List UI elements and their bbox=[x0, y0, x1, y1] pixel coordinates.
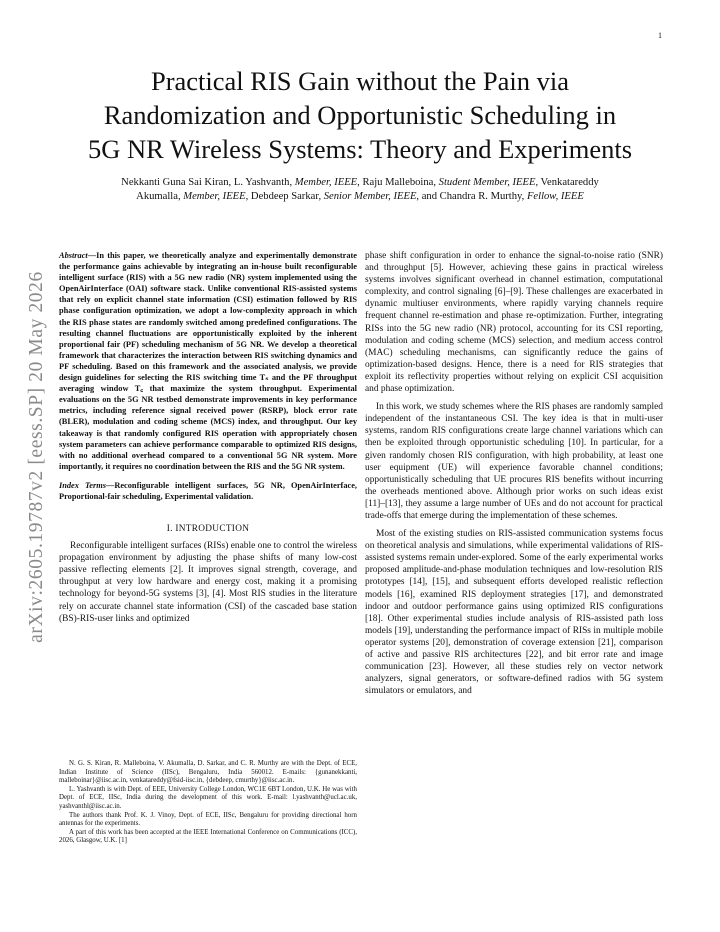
index-terms-lead: Index Terms bbox=[59, 480, 106, 490]
index-terms bbox=[59, 480, 357, 502]
abstract-text: —In this paper, we theoretically analyze and experimentally demonstrate the performance gains achievable by integrating an in-house built reconfigurable intelligent surface (RIS) with a 5G new radio (NR) system implemented using the OpenAirInterface (OAI) software stack. Unlike conventional RIS-assisted systems that rely on explicit channel state information (CSI) estimation followed by RIS phase configuration optimization, we adopt a low-complexity approach in which the RIS phase states are randomly switched among predefined configurations. The resulting channel fluctuations are opportunistically exploited by the inherent proportional fair (PF) scheduling mechanism of 5G NR. We develop a theoretical framework that characterizes the interaction between RIS switching dynamics and PF scheduling. Based on this framework and the associated analysis, we provide design guidelines for selecting the RIS switching time Tₛ and the PF throughput averaging window T꜀ that maximize the system throughput. Experimental evaluations on the 5G NR testbed demonstrate improvements in key performance metrics, including reference signal received power (RSRP), block error rate (BLER), modulation and coding scheme (MCS) index, and throughput. Our key takeaway is that randomly configured RIS operation with appropriately chosen system parameters can achieve performance comparable to optimized RIS designs, with no additional overhead compared to a conventional 5G NR system. More importantly, it requires no coordination between the RIS and the 5G NR system. bbox=[59, 251, 357, 471]
abstract bbox=[59, 250, 357, 472]
author-affil: Member, IEEE bbox=[183, 191, 246, 202]
left-column bbox=[59, 250, 357, 625]
arxiv-side-stamp bbox=[24, 247, 50, 667]
page-number: 1 bbox=[658, 31, 662, 40]
author-text: Akumalla, bbox=[136, 191, 184, 202]
right-column bbox=[365, 250, 663, 703]
footnote-yashvanth: L. Yashvanth is with Dept. of EEE, University College London, WC1E 6BT London, U.K. He was with Dept. of ECE, IISc, India during the development of this work. E-mail: l.yashvanth@ucl.ac.uk, yashvanthl@iisc.ac.in. bbox=[59, 785, 357, 810]
author-text: , Venkatareddy bbox=[535, 177, 599, 188]
author-line-1 bbox=[60, 176, 660, 190]
author-affil: Member, IEEE bbox=[294, 177, 358, 188]
index-terms-text: —Reconfigurable intelligent surfaces, 5G NR, OpenAirInterface, Proportional-fair scheduling, Experimental validation. bbox=[59, 480, 357, 501]
body-paragraph: Most of the existing studies on RIS-assisted communication systems focus on theoretical analysis and simulations, while experimental validations of RIS-assisted systems remain under-explored. Some of the early experimental works proposed amplitude-and-phase modulation techniques and low-resolution RIS prototypes [14], [15], and subsequent efforts developed realistic reflection models [16], examined RIS deployment strategies [17], and demonstrated indoor and outdoor performance gains using optimized RIS configurations [18]. Other experimental studies include analysis of RIS-assisted path loss models [19], understanding the performance impact of RISs in multiple mobile operator systems [20], demonstration of coverage extension [21], comparison of active and passive RIS architectures [22], and bit error rate and image communication [23]. However, all these studies rely on vector network analyzers, signal generators, or software-defined radios with 5G system simulators or emulators, and bbox=[365, 529, 663, 697]
author-text: , and Chandra R. Murthy, bbox=[416, 191, 527, 202]
title-line-3: 5G NR Wireless Systems: Theory and Experiments bbox=[87, 134, 633, 164]
footnotes bbox=[59, 760, 357, 846]
author-text: , Raju Malleboina, bbox=[357, 177, 439, 188]
footnote-acknowledgement: The authors thank Prof. K. J. Vinoy, Dept. of ECE, IISc, Bengaluru for providing directional horn antennas for the experiments. bbox=[59, 811, 357, 828]
section-heading-introduction: I. INTRODUCTION bbox=[166, 524, 250, 535]
footnote-affiliations: N. G. S. Kiran, R. Malleboina, V. Akumalla, D. Sarkar, and C. R. Murthy are with the Dept. of ECE, Indian Institute of Science (IISc), Bengaluru, India 560012. E-mails: {gunanekkanti, malleboinar}@iisc.ac.in, venkatareddy@fsid-iisc.in, {debdeep, cmurthy}@iisc.ac.in. bbox=[59, 760, 357, 785]
arxiv-stamp-text: arXiv:2605.19787v2 [eess.SP] 20 May 2026 bbox=[26, 271, 47, 643]
title-line-2: Randomization and Opportunistic Scheduling in bbox=[103, 100, 617, 130]
author-affil: Student Member, IEEE bbox=[438, 177, 536, 188]
body-paragraph: phase shift configuration in order to enhance the signal-to-noise ratio (SNR) and throughput [5]. However, achieving these gains in practical wireless systems involves significant overhead in channel estimation, computational complexity, and control signaling [6]–[9]. These challenges are exacerbated in dynamic multiuser environments, where rapidly varying channels require frequent channel re-estimation and phase re-optimization. Further, integrating RISs into the 5G new radio (NR) protocol, accounting for its CSI reporting, modulation and coding scheme (MCS) selection, and medium access control (MAC) scheduling mechanisms, can significantly reduce the gains of optimization-based designs. Hence, there is a need for RIS strategies that exploit its reflectivity properties without relying on explicit CSI acquisition and phase optimization. bbox=[365, 251, 663, 395]
author-text: , Debdeep Sarkar, bbox=[245, 191, 324, 202]
footnote-conference: A part of this work has been accepted at the IEEE International Conference on Communications (ICC), 2026, Glasgow, U.K. [1] bbox=[59, 828, 357, 845]
author-text: Nekkanti Guna Sai Kiran, L. Yashvanth, bbox=[121, 177, 295, 188]
author-list bbox=[60, 176, 660, 204]
intro-paragraph: Reconfigurable intelligent surfaces (RISs) enable one to control the wireless propagation environment by adjusting the phase shifts of many low-cost passive reflecting elements [2]. It improves signal strength, coverage, and throughput at very low hardware and energy cost, making it a promising technology for beyond-5G systems [3], [4]. Most RIS studies in the literature rely on accurate channel state information (CSI) of the cascaded base station (BS)-RIS-user links and optimized bbox=[59, 541, 357, 624]
author-affil: Fellow, IEEE bbox=[526, 191, 584, 202]
paper-title bbox=[40, 64, 680, 166]
author-affil: Senior Member, IEEE bbox=[323, 191, 417, 202]
intro-body bbox=[59, 540, 357, 625]
abstract-lead: Abstract bbox=[59, 251, 88, 260]
title-line-1: Practical RIS Gain without the Pain via bbox=[150, 66, 570, 96]
body-paragraph: In this work, we study schemes where the RIS phases are randomly sampled independent of the instantaneous CSI. The key idea is that in multi-user systems, random RIS configurations create large channel variations which can then be exploited through opportunistic scheduling [10]. In particular, for a given randomly chosen RIS configuration, with high probability, at least one user equipment (UE) will experience favorable channel conditions; opportunistically scheduling that UE procures RIS benefits without incurring the overheads mentioned above. Although prior works on such ideas exist [11]–[13], they assume a large number of UEs and do not account for practical trade-offs that emerge during the implementation of these schemes. bbox=[365, 402, 663, 521]
author-line-2 bbox=[60, 190, 660, 204]
